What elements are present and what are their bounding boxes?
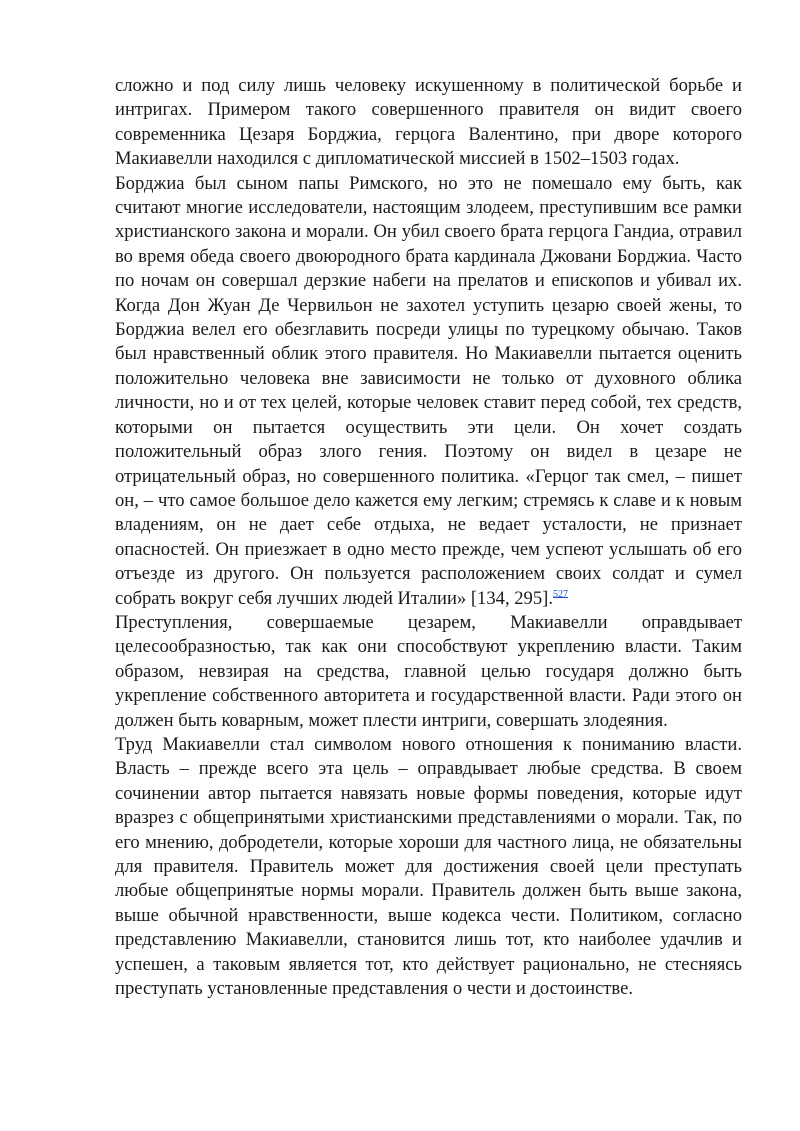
paragraph-2-text: Борджиа был сыном папы Римского, но это не помешало ему быть, как считают многие исследователи, настоящим злодеем, преступившим все рамки христианского закона и морали. Он убил своего брата герцога Гандиа, отравил во время обеда своего двоюродного брата кардинала Джовани Борджиа. Часто по ночам он совершал дерзкие набеги на прелатов и епископов и убивал их. Когда Дон Жуан Де Червильон не захотел уступить цезарю своей жены, то Борджиа велел его обезглавить посреди улицы по турецкому обычаю. Таков был нравственный облик этого правителя. Но Макиавелли пытается оценить положительно человека вне зависимости не только от духовного облика личности, но и от тех целей, которые человек ставит перед собой, тех средств, которыми он пытается осуществить эти цели. Он хочет создать положительный образ злого гения. Поэтому он видел в цезаре не отрицательный образ, но совершенного политика. «Герцог так смел, – пишет он, – что самое большое дело кажется ему легким; стремясь к славе и к новым владениям, он не дает себе отдыха, не ведает усталости, не признает опасностей. Он приезжает в одно место прежде, чем успеют услышать об его отъезде из другого. Он пользуется расположением своих солдат и сумел собрать вокруг себя лучших людей Италии» [134, 295]. (115, 172, 742, 609)
paragraph-1 (115, 74, 742, 172)
paragraph-4 (115, 733, 742, 1001)
paragraph-3-text: Преступления, совершаемые цезарем, Макиавелли оправдывает целесообразностью, так как они способствуют укреплению власти. Таким образом, невзирая на средства, главной целью государя должно быть укрепление собственного авторитета и государственной власти. Ради этого он должен быть коварным, может плести интриги, совершать злодеяния. (115, 611, 742, 731)
paragraph-4-text: Труд Макиавелли стал символом нового отношения к пониманию власти. Власть – прежде всего эта цель – оправдывает любые средства. В своем сочинении автор пытается навязать новые формы поведения, которые идут вразрез с общепринятыми христианскими представлениями о морали. Так, по его мнению, добродетели, которые хороши для частного лица, не обязательны для правителя. Правитель может для достижения своей цели преступать любые общепринятые нормы морали. Правитель должен быть выше закона, выше обычной нравственности, выше кодекса чести. Политиком, согласно представлению Макиавелли, становится лишь тот, кто наиболее удачлив и успешен, а таковым является тот, кто действует рационально, не стесняясь преступать установленные представления о чести и достоинстве. (115, 733, 742, 1000)
document-page (115, 74, 742, 1001)
paragraph-3 (115, 611, 742, 733)
footnote-link[interactable]: 527 (552, 588, 568, 600)
paragraph-2 (115, 172, 742, 611)
paragraph-1-text: сложно и под силу лишь человеку искушенному в политической борьбе и интригах. Примером такого совершенного правителя он видит своего современника Цезаря Борджиа, герцога Валентино, при дворе которого Макиавелли находился с дипломатической миссией в 1502–1503 годах. (115, 75, 742, 170)
